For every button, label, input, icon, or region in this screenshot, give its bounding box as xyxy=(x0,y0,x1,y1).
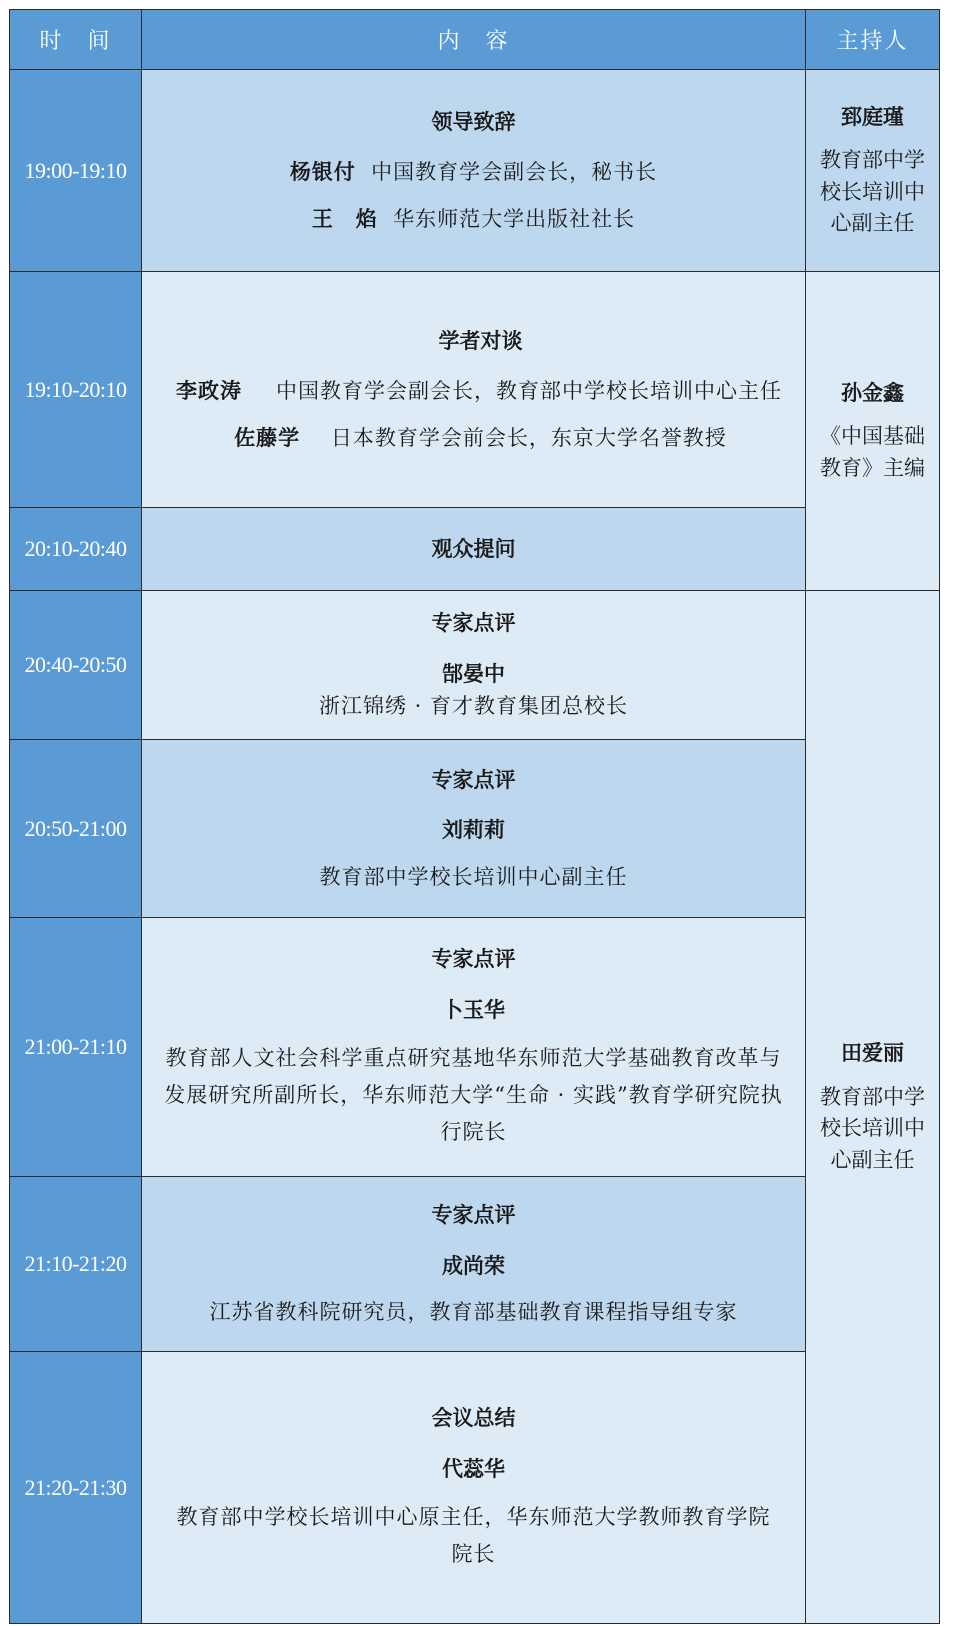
time-label: 21:10-21:20 xyxy=(24,1251,127,1276)
time-cell xyxy=(9,590,142,740)
content-cell xyxy=(141,69,806,272)
speaker-name: 卜玉华 xyxy=(442,997,505,1022)
content-cell xyxy=(141,271,806,508)
time-cell xyxy=(9,1176,142,1352)
time-label: 21:20-21:30 xyxy=(24,1474,127,1500)
header-host-label: 主持人 xyxy=(836,29,909,54)
time-label: 19:00-19:10 xyxy=(24,157,127,183)
time-cell xyxy=(9,1351,142,1624)
host-name: 田爱丽 xyxy=(841,1041,904,1065)
speaker-line xyxy=(234,422,727,455)
speaker-name: 成尚荣 xyxy=(442,1253,505,1278)
host-desc: 《中国基础教育》主编 xyxy=(820,424,925,480)
session-title: 学者对谈 xyxy=(438,328,523,353)
header-time-label: 时 间 xyxy=(39,29,112,54)
session-title: 专家点评 xyxy=(431,767,516,792)
session-title: 专家点评 xyxy=(431,611,516,636)
time-label: 20:10-20:40 xyxy=(24,536,127,561)
speaker-name: 代蕊华 xyxy=(442,1456,505,1481)
speaker-desc: 教育部中学校长培训中心副主任 xyxy=(319,864,628,889)
header-time xyxy=(9,9,142,70)
content-cell xyxy=(141,1351,806,1624)
time-cell xyxy=(9,69,142,272)
header-content xyxy=(141,9,806,70)
speaker-line xyxy=(312,203,635,236)
speaker-desc: 教育部中学校长培训中心原主任，华东师范大学教师教育学院院长 xyxy=(176,1505,771,1567)
host-cell xyxy=(805,271,940,591)
time-label: 20:50-21:00 xyxy=(24,815,127,841)
time-label: 19:10-20:10 xyxy=(24,376,127,402)
time-cell xyxy=(9,507,142,591)
time-cell xyxy=(9,739,142,918)
content-cell xyxy=(141,1176,806,1352)
speaker-desc: 中国教育学会副会长，教育部中学校长培训中心主任 xyxy=(276,379,782,404)
speaker-desc: 华东师范大学出版社社长 xyxy=(393,206,636,231)
session-title: 会议总结 xyxy=(431,1406,516,1431)
content-cell xyxy=(141,507,806,591)
content-cell xyxy=(141,739,806,918)
speaker-desc: 教育部人文社会科学重点研究基地华东师范大学基础教育改革与发展研究所副所长，华东师范大学“生命 · 实践”教育学研究院执行院长 xyxy=(164,1046,783,1144)
speaker-desc: 江苏省教科院研究员，教育部基础教育课程指导组专家 xyxy=(209,1300,738,1325)
speaker-name: 郜晏中 xyxy=(442,661,505,686)
time-label: 21:00-21:10 xyxy=(24,1034,127,1059)
header-host xyxy=(805,9,940,70)
speaker-line xyxy=(176,375,785,408)
host-desc: 教育部中学校长培训中心副主任 xyxy=(820,1084,925,1172)
speaker-name: 佐藤学 xyxy=(234,425,301,450)
time-cell xyxy=(9,917,142,1177)
time-cell xyxy=(9,271,142,508)
host-name: 孙金鑫 xyxy=(841,380,904,405)
session-title: 专家点评 xyxy=(431,1203,516,1228)
content-cell xyxy=(141,917,806,1177)
speaker-name: 王 焰 xyxy=(311,206,378,231)
speaker-desc: 浙江锦绣 · 育才教育集团总校长 xyxy=(318,694,629,719)
speaker-line xyxy=(290,156,657,189)
header-content-label: 内 容 xyxy=(437,29,510,54)
content-cell xyxy=(141,590,806,740)
host-name: 郅庭瑾 xyxy=(841,104,904,129)
host-desc: 教育部中学校长培训中心副主任 xyxy=(820,148,925,235)
session-title: 专家点评 xyxy=(431,947,516,972)
host-cell xyxy=(805,69,940,272)
session-title: 观众提问 xyxy=(431,536,516,561)
time-label: 20:40-20:50 xyxy=(24,652,127,677)
session-title: 领导致辞 xyxy=(431,109,516,134)
host-cell xyxy=(805,590,940,1624)
speaker-name: 杨银付 xyxy=(289,160,356,185)
speaker-desc: 日本教育学会前会长，东京大学名誉教授 xyxy=(330,425,727,450)
speaker-desc: 中国教育学会副会长，秘书长 xyxy=(371,160,658,185)
speaker-name: 李政涛 xyxy=(176,379,242,404)
speaker-name: 刘莉莉 xyxy=(442,818,505,843)
